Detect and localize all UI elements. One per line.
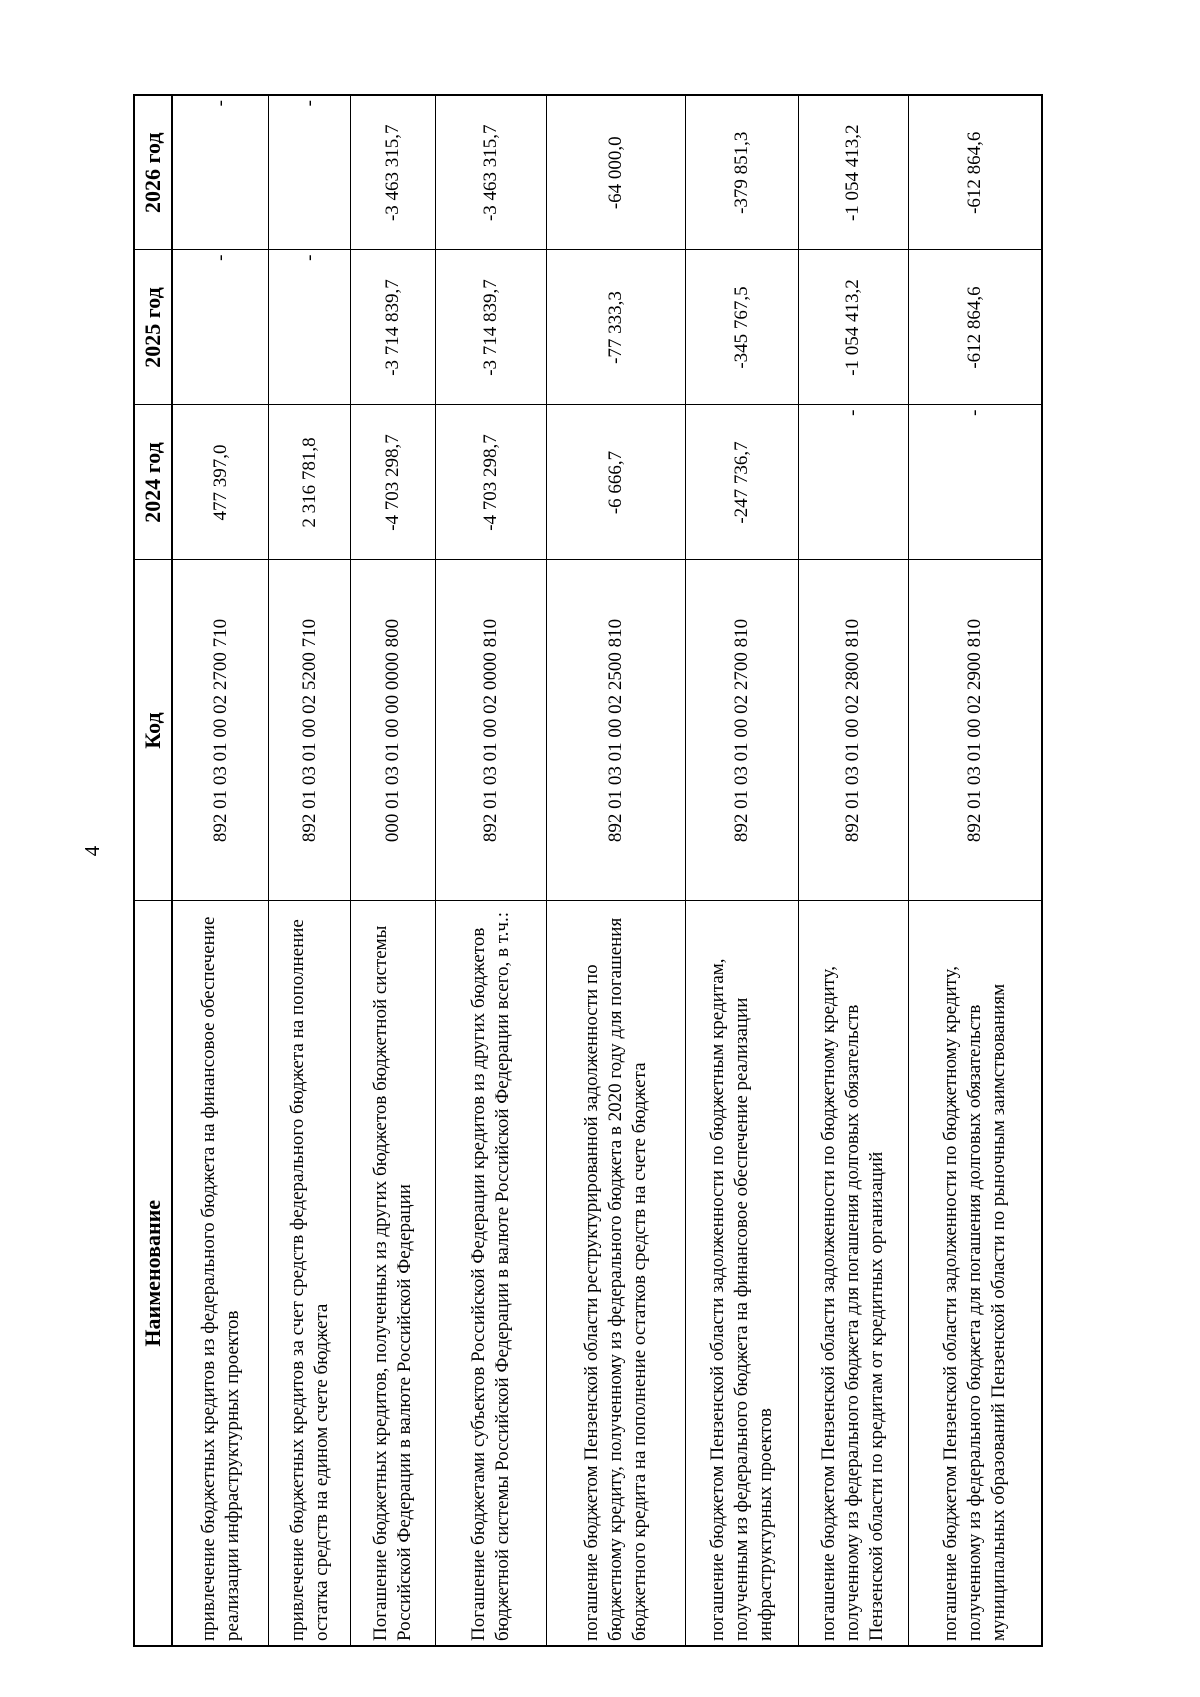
row-code: 892 01 03 01 00 02 2800 810 bbox=[799, 560, 908, 901]
row-code: 892 01 03 01 00 02 5200 710 bbox=[269, 560, 351, 901]
row-value-2024: - bbox=[799, 405, 908, 560]
row-code: 000 01 03 01 00 00 0000 800 bbox=[350, 560, 435, 901]
header-2024: 2024 год bbox=[134, 405, 172, 560]
row-value-2024: -247 736,7 bbox=[685, 405, 799, 560]
row-value-2025: -1 054 413,2 bbox=[799, 250, 908, 405]
budget-sources-table bbox=[133, 94, 1043, 1647]
row-value-2024: -4 703 298,7 bbox=[435, 405, 547, 560]
row-value-2026: -3 463 315,7 bbox=[435, 95, 547, 250]
row-value-2025: -345 767,5 bbox=[685, 250, 799, 405]
table-row bbox=[685, 95, 799, 1646]
table-row bbox=[547, 95, 685, 1646]
table-header-row bbox=[134, 95, 172, 1646]
table-row bbox=[435, 95, 547, 1646]
row-name: привлечение бюджетных кредитов из федерального бюджета на финансовое обеспечение реализации инфраструктурных проектов bbox=[172, 901, 269, 1646]
row-value-2026: -612 864,6 bbox=[908, 95, 1042, 250]
row-value-2026: -379 851,3 bbox=[685, 95, 799, 250]
page-number: 4 bbox=[80, 845, 104, 857]
row-code: 892 01 03 01 00 02 0000 810 bbox=[435, 560, 547, 901]
table-container bbox=[133, 95, 1043, 1647]
row-name: погашение бюджетом Пензенской области задолженности по бюджетному кредиту, полученному из федерального бюджета для погашения долговых обязательств Пензенской области по кредитам от кредитных организаций bbox=[799, 901, 908, 1646]
row-value-2026: -64 000,0 bbox=[547, 95, 685, 250]
row-value-2026: -1 054 413,2 bbox=[799, 95, 908, 250]
row-name: погашение бюджетом Пензенской области задолженности по бюджетному кредиту, полученному из федерального бюджета для погашения долговых обязательств муниципальных образований Пензенской области по рыночным заимствованиям bbox=[908, 901, 1042, 1646]
row-name: привлечение бюджетных кредитов за счет средств федерального бюджета на пополнение остатка средств на едином счете бюджета bbox=[269, 901, 351, 1646]
row-value-2025: - bbox=[269, 250, 351, 405]
row-value-2025: - bbox=[172, 250, 269, 405]
header-2025: 2025 год bbox=[134, 250, 172, 405]
row-value-2025: -612 864,6 bbox=[908, 250, 1042, 405]
row-name: погашение бюджетом Пензенской области реструктурированной задолженности по бюджетному кредиту, полученному из федерального бюджета в 2020 году для погашения бюджетного кредита на пополнение остатков средств на счете бюджета bbox=[547, 901, 685, 1646]
row-name: Погашение бюджетных кредитов, полученных из других бюджетов бюджетной системы Российской Федерации в валюте Российской Федерации bbox=[350, 901, 435, 1646]
header-name: Наименование bbox=[134, 901, 172, 1646]
row-value-2024: 2 316 781,8 bbox=[269, 405, 351, 560]
row-value-2024: 477 397,0 bbox=[172, 405, 269, 560]
header-code: Код bbox=[134, 560, 172, 901]
row-value-2026: - bbox=[269, 95, 351, 250]
row-code: 892 01 03 01 00 02 2500 810 bbox=[547, 560, 685, 901]
row-name: Погашение бюджетами субъектов Российской Федерации кредитов из других бюджетов бюджетной системы Российской Федерации в валюте Российской Федерации всего, в т.ч.: bbox=[435, 901, 547, 1646]
row-value-2025: -3 714 839,7 bbox=[435, 250, 547, 405]
row-value-2026: -3 463 315,7 bbox=[350, 95, 435, 250]
table-row bbox=[172, 95, 269, 1646]
table-row bbox=[908, 95, 1042, 1646]
table-rotation-frame bbox=[133, 95, 1043, 1647]
row-value-2025: -3 714 839,7 bbox=[350, 250, 435, 405]
row-value-2024: -4 703 298,7 bbox=[350, 405, 435, 560]
header-2026: 2026 год bbox=[134, 95, 172, 250]
row-code: 892 01 03 01 00 02 2900 810 bbox=[908, 560, 1042, 901]
table-row bbox=[799, 95, 908, 1646]
row-value-2024: - bbox=[908, 405, 1042, 560]
table-row bbox=[350, 95, 435, 1646]
row-value-2024: -6 666,7 bbox=[547, 405, 685, 560]
row-code: 892 01 03 01 00 02 2700 810 bbox=[685, 560, 799, 901]
row-value-2025: -77 333,3 bbox=[547, 250, 685, 405]
row-value-2026: - bbox=[172, 95, 269, 250]
table-row bbox=[269, 95, 351, 1646]
row-code: 892 01 03 01 00 02 2700 710 bbox=[172, 560, 269, 901]
row-name: погашение бюджетом Пензенской области задолженности по бюджетным кредитам, полученным из федерального бюджета на финансовое обеспечение реализации инфраструктурных проектов bbox=[685, 901, 799, 1646]
